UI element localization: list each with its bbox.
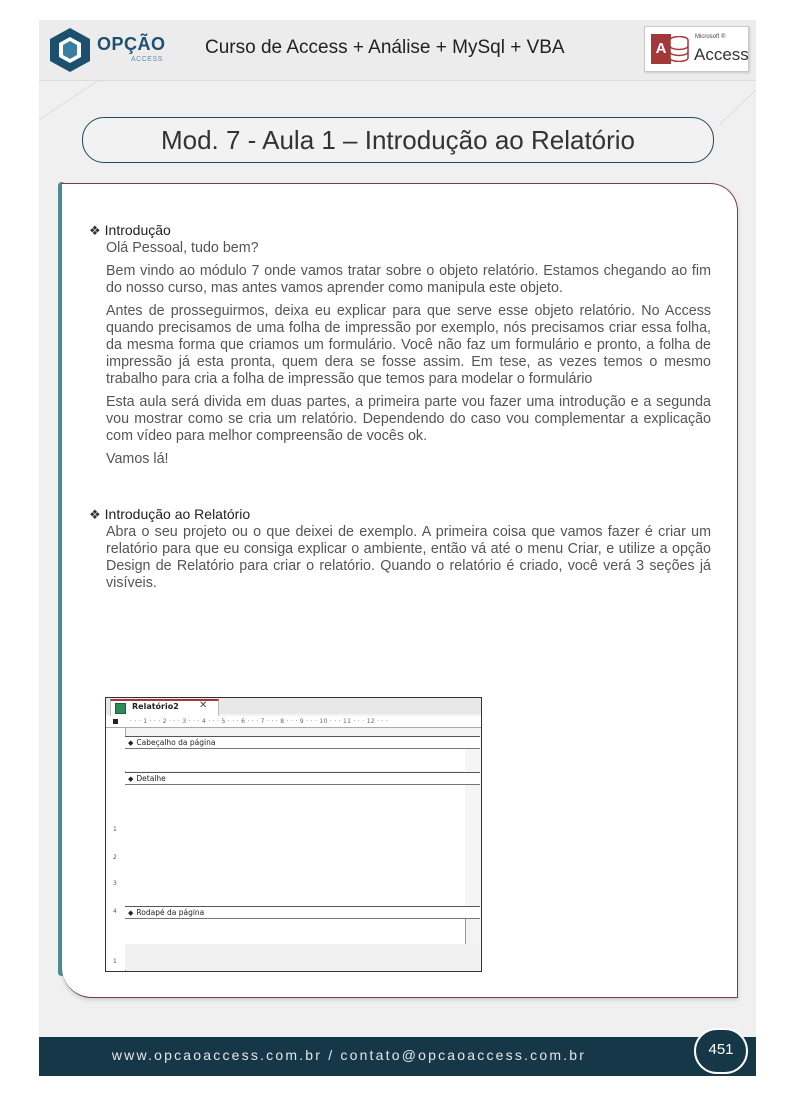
course-title: Curso de Access + Análise + MySql + VBA <box>205 37 565 58</box>
page-footer-area[interactable] <box>125 919 466 945</box>
logo-subtext: ACCESS <box>131 56 163 63</box>
vertical-ruler <box>106 728 126 971</box>
section-heading <box>89 220 711 240</box>
section-heading <box>89 504 711 524</box>
report-icon <box>115 703 126 714</box>
hexagon-logo-icon <box>47 26 93 74</box>
report-selector-icon[interactable] <box>113 719 118 724</box>
ruler-tick: 4 <box>113 908 117 915</box>
band-label: Detalhe <box>136 774 166 783</box>
access-badge <box>644 26 749 72</box>
paragraph: Bem vindo ao módulo 7 onde vamos tratar sobre o objeto relatório. Estamos chegando ao fim do nosso curso, mas antes vamos aprender como manipula este objeto. <box>106 263 711 296</box>
band-label: Rodapé da página <box>136 908 205 917</box>
paragraph: Olá Pessoal, tudo bem? <box>106 240 259 256</box>
ruler-tick: 1 <box>113 826 117 833</box>
section-heading-text: Introdução <box>104 222 171 238</box>
database-icon <box>669 36 689 62</box>
module-title: Mod. 7 - Aula 1 – Introdução ao Relatório <box>82 117 714 163</box>
diamond-bullet-icon: ❖ <box>89 507 101 522</box>
report-tab[interactable] <box>110 699 219 716</box>
microsoft-label: Microsoft ® <box>695 34 726 40</box>
access-label: Access <box>694 45 749 64</box>
report-design-screenshot <box>105 697 482 972</box>
page-header-area[interactable] <box>125 749 466 771</box>
detail-area[interactable] <box>125 785 466 906</box>
paragraph: Abra o seu projeto ou o que deixei de exemplo. A primeira coisa que vamos fazer é criar um relatório para que eu consiga explicar o ambiente, então vá até o menu Criar, e utilize a opção Design de Relatório para criar o relatório. Quando o relatório é criado, você verá 3 seções já visíveis. <box>106 524 711 591</box>
opcao-logo <box>47 26 177 74</box>
horizontal-ruler <box>106 716 481 728</box>
footer-bar <box>39 1037 756 1076</box>
footer-contact: www.opcaoaccess.com.br / contato@opcaoaccess.com.br <box>111 1047 587 1063</box>
scroll-column <box>465 749 480 771</box>
page <box>39 20 756 1076</box>
paragraph: Vamos lá! <box>106 451 169 467</box>
band-page-header[interactable] <box>125 736 480 749</box>
content-body <box>89 220 711 592</box>
ruler-ticks: · · · 1 · · · 2 · · · 3 · · · 4 · · · 5 · · · 6 · · · 7 · · · 8 · · · 9 · · · 10 · · · 11 · · · 12 · · · <box>130 718 389 725</box>
page-number: 451 <box>694 1028 748 1074</box>
band-arrow-icon: ◆ <box>128 909 134 917</box>
diamond-bullet-icon: ❖ <box>89 223 101 238</box>
ruler-tick: 3 <box>113 880 117 887</box>
report-tab-label: Relatório2 <box>132 702 179 711</box>
logo-text: OPÇÃO <box>97 34 166 54</box>
document-tab-bar <box>106 698 481 714</box>
ruler-tick: 1 <box>113 958 117 965</box>
ruler-tick: 2 <box>113 854 117 861</box>
paragraph: Esta aula será divida em duas partes, a primeira parte vou fazer uma introdução e a segunda vou mostrar como se cria um relatório. Dependendo do caso vou complementar a explicação com vídeo para melhor compreensão de vocês ok. <box>106 394 711 444</box>
design-surface-gray <box>125 944 480 970</box>
band-label: Cabeçalho da página <box>136 738 216 747</box>
band-page-footer[interactable] <box>125 906 480 919</box>
close-icon[interactable]: ✕ <box>199 700 208 711</box>
paragraph: Antes de prosseguirmos, deixa eu explicar para que serve esse objeto relatório. No Access quando precisamos de uma folha de impressão por exemplo, nós precisamos criar essa folha, da mesma forma que criamos um formulário. Você não faz um formulário e pronto, a folha de impressão já esta pronta, quem dera se fosse assim. Em tese, as vezes temos o mesmo trabalho para cria a folha de impressão que temos para modelar o formulário <box>106 303 711 387</box>
band-arrow-icon: ◆ <box>128 775 134 783</box>
scroll-column <box>465 785 480 906</box>
header-bar <box>39 20 756 81</box>
band-arrow-icon: ◆ <box>128 739 134 747</box>
access-letter-icon: A <box>651 34 671 64</box>
band-detail[interactable] <box>125 772 480 785</box>
section-heading-text: Introdução ao Relatório <box>104 506 251 522</box>
